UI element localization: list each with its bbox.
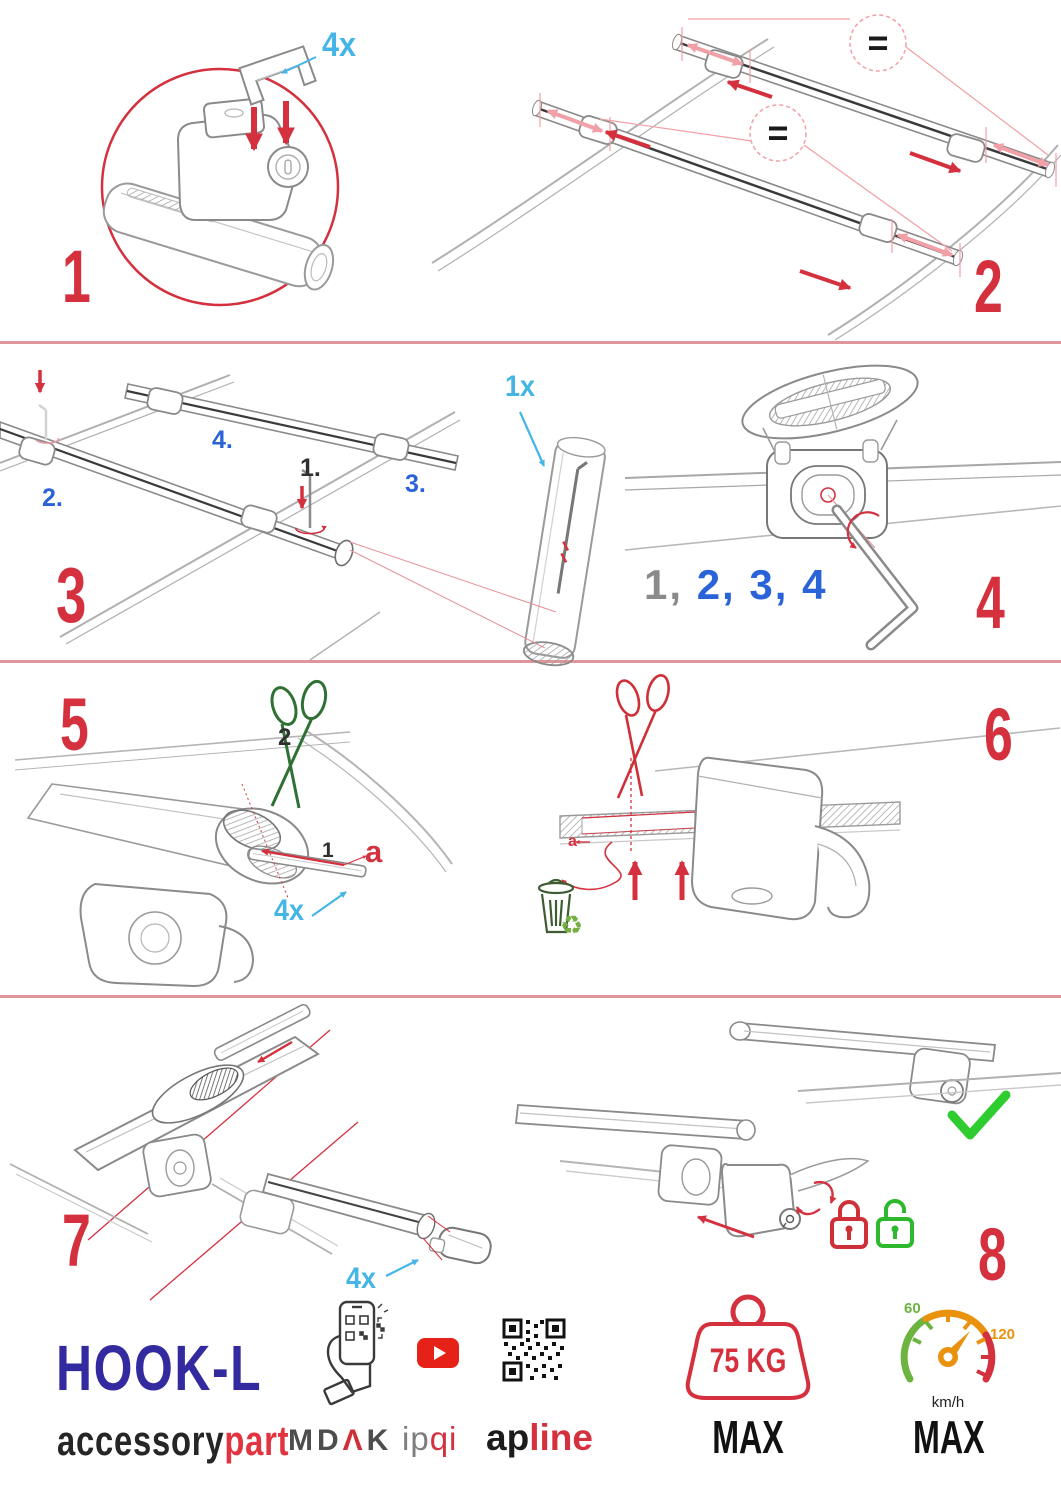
step6-dim-a: a [568,833,577,850]
step5-insert-order: 1 [322,839,334,862]
weight-icon [672,1290,824,1408]
scissors-icon [613,673,672,798]
step2-illustration [420,5,1061,340]
clamp-body [692,758,869,919]
logo-mdak [288,1426,392,1456]
clip-part-drawing [238,45,318,105]
step3-label-4: 4. [212,426,233,454]
brand-red: part [224,1417,290,1464]
step4-sequence [644,561,828,608]
step5-dim-a: a [365,834,383,869]
assembled-ok-drawing [730,1022,1061,1135]
mdak-md: MD [288,1424,343,1457]
brand-black: accessory [57,1417,225,1464]
recycle-icon: ♻ [560,910,584,940]
equal-sign-mid: = [767,112,789,153]
step4-number: 4 [976,561,1005,644]
lock-closed-icon [832,1202,866,1247]
mdak-k: K [366,1424,393,1457]
tube-guides [350,542,556,648]
step3-label-2: 2. [42,484,63,512]
speed-low: 60 [904,1300,921,1317]
step5-qty-label: 4x [274,894,305,927]
youtube-icon [417,1338,459,1368]
allen-key-faint [36,370,58,443]
speed-high: 120 [990,1326,1016,1343]
sequence-blue: 2, 3, 4 [683,561,828,608]
push-up-arrows [635,862,682,900]
lock-cover-drawing [516,1105,868,1237]
step6-illustration [500,666,1061,998]
phone-scan-icon [318,1300,388,1404]
brand-logo [57,1417,290,1464]
speedometer-icon [890,1295,1016,1413]
qty-pointer [312,892,346,916]
apline-black: ap [486,1417,530,1458]
sequence-gray: 1, [644,561,684,608]
logo-apline [486,1419,593,1456]
step3-number: 3 [56,551,87,639]
rail-foot-pad [735,351,924,453]
ipqi-red: qi [429,1420,458,1457]
product-name: HOOK-L [56,1332,263,1404]
storage-tube [522,434,607,668]
mdak-lambda: Λ [342,1424,367,1457]
step5-number: 5 [60,683,89,766]
step7-number: 7 [62,1199,91,1282]
step7-qty-label: 4x [346,1262,377,1295]
step1-number: 1 [62,235,91,318]
equal-sign-top: = [867,22,889,63]
weight-max-label: MAX [712,1411,784,1463]
step1-qty-label: 4x [322,26,357,64]
logo-ipqi [402,1422,457,1455]
scissors-icon [268,679,330,808]
bar-closeup [28,784,320,897]
step3-label-1: 1. [300,454,321,482]
speed-max-label: MAX [913,1411,985,1463]
step8-number: 8 [978,1213,1007,1296]
apline-red: line [529,1417,593,1458]
clamp-below [81,884,253,986]
lock-open-icon [878,1201,912,1246]
end-cap [428,1224,493,1266]
lower-bar-drawing [212,1174,493,1266]
step6-number: 6 [984,693,1013,776]
step8-illustration [500,993,1061,1305]
step3-label-3: 3. [405,470,426,498]
turn-arrow-2 [797,1207,820,1214]
speed-unit: km/h [931,1394,965,1411]
qr-on-screen [346,1316,368,1340]
scan-marks [377,1304,388,1338]
step3-qty-label: 1x [505,370,536,403]
step2-number: 2 [974,245,1003,328]
weight-value: 75 KG [709,1341,787,1380]
step5-cut-order: 2 [278,724,292,751]
section-divider-1 [0,341,1061,344]
ipqi-gray: ip [402,1420,430,1457]
crossbar-drawing [98,98,338,295]
qty-pointer [520,412,544,466]
qr-code [502,1318,566,1382]
qty-pointer [386,1260,418,1276]
